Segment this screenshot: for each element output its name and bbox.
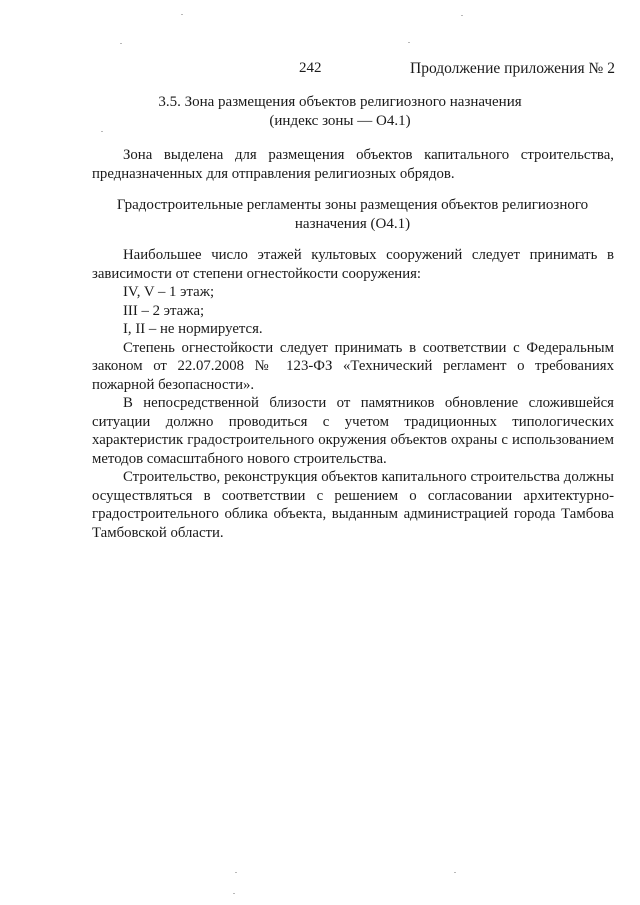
zone-description: Зона выделена для размещения объектов капитального строительства, предназначенных для отправления религиозных обрядов. [92, 147, 614, 182]
regulations-title-line: Градостроительные регламенты зоны размещения объектов религиозного [116, 197, 589, 213]
floors-intro: Наибольшее число этажей культовых сооружений следует принимать в зависимости от степени огнестойкости сооружения: [92, 247, 614, 282]
zone-description-block [92, 146, 614, 183]
list-item: I, II – не нормируется. [123, 321, 263, 337]
regulations-body [92, 246, 614, 542]
scan-speck [408, 42, 410, 43]
section-title [120, 93, 560, 131]
scan-speck [233, 893, 235, 894]
section-title-line: 3.5. Зона размещения объектов религиозного назначения [158, 94, 522, 110]
section-title-line: (индекс зоны — О4.1) [269, 113, 411, 129]
paragraph-construction: Строительство, реконструкция объектов капитального строительства должны осуществляться в соответствии с решением о согласовании архитектурно-градостроительного облика объекта, выданным администрацией города Тамбова Тамбовской области. [92, 469, 614, 541]
paragraph-fire-resistance: Степень огнестойкости следует принимать в соответствии с Федеральным законом от 22.07.2008 № 123-ФЗ «Технический регламент о требованиях пожарной безопасности». [92, 339, 614, 393]
scan-speck [120, 43, 122, 44]
list-item: III – 2 этажа; [123, 302, 205, 319]
regulations-title-line: назначения (О4.1) [294, 215, 411, 232]
scan-speck [235, 872, 237, 873]
paragraph-monuments: В непосредственной близости от памятников обновление сложившейся ситуации должно проводиться с учетом традиционных типологических характеристик градостроительного окружения объектов охраны с использованием методов сомасштабного нового строительства. [92, 395, 614, 467]
continuation-note: Продолжение приложения № 2 [410, 60, 615, 77]
page-number: 242 [299, 60, 322, 76]
list-item: IV, V – 1 этаж; [123, 284, 215, 300]
scan-speck [454, 872, 456, 873]
regulations-title [100, 196, 605, 233]
scan-speck [181, 14, 183, 15]
scan-speck [461, 15, 463, 16]
scan-speck [101, 131, 103, 132]
